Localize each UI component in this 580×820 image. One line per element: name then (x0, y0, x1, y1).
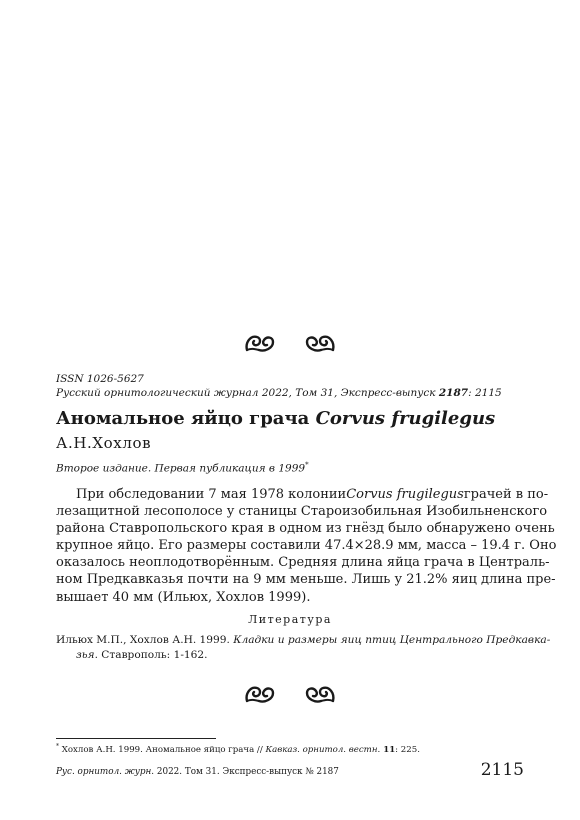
body-line-1-part-3: грачей в по- (463, 487, 549, 502)
author-name: А.Н.Хохлов (56, 434, 152, 452)
body-line-1 (56, 486, 549, 503)
body-line-4: крупное яйцо. Его размеры составили 47.4×28.9 мм, масса – 19.4 г. Оно (56, 538, 557, 554)
edition-note (56, 461, 309, 475)
fleuron-right-icon (303, 683, 337, 705)
fleuron-left-icon (243, 683, 277, 705)
footnote-pages: : 225. (395, 744, 420, 755)
fleuron-left-icon (243, 332, 277, 354)
body-paragraph (56, 486, 557, 606)
top-ornament (0, 332, 580, 360)
body-line-5: оказалось неоплодотворённым. Средняя длина яйца грача в Централь- (56, 555, 550, 571)
footnote-text: Хохлов А.Н. 1999. Аномальное яйцо грача // (59, 744, 266, 755)
edition-note-text: Второе издание. Первая публикация в 1999 (56, 462, 306, 475)
article-title (56, 408, 495, 429)
references-heading: Литература (248, 613, 332, 626)
fleuron-right-icon (303, 332, 337, 354)
edition-footnote-mark: * (305, 461, 309, 469)
body-line-7: вышает 40 мм (Ильюх, Хохлов 1999). (56, 589, 311, 605)
footnote-volume: 11 (380, 744, 396, 755)
journal-citation-line (56, 386, 502, 400)
running-footer-rest: 2022. Том 31. Экспресс-выпуск № 2187 (154, 767, 339, 777)
footnote-journal: Кавказ. орнитол. вестн. (265, 744, 381, 755)
reference-entry (56, 633, 551, 662)
reference-authors: Ильюх М.П., Хохлов А.Н. 1999. (56, 634, 234, 646)
reference-line-1-content (56, 633, 550, 648)
footnote (56, 743, 420, 755)
article-title-text: Аномальное яйцо грача (56, 408, 316, 429)
body-line-1-species: Corvus frugilegus (346, 487, 464, 502)
reference-line-2 (56, 648, 526, 663)
article-title-species: Corvus frugilegus (315, 408, 496, 429)
body-line-1-part-1: При обследовании 7 мая 1978 колонии (76, 487, 347, 502)
issn: ISSN 1026-5627 (56, 373, 144, 385)
journal-citation-suffix: : 2115 (468, 387, 502, 399)
page-number: 2115 (480, 760, 524, 780)
footnote-mark: * (56, 743, 59, 750)
bottom-ornament (0, 683, 580, 711)
reference-rest: . Ставрополь: 1-162. (94, 648, 208, 661)
reference-line-1 (56, 633, 551, 648)
body-line-3: района Ставропольского края в одном из гнёзд было обнаружено очень (56, 521, 555, 537)
reference-title-part-2: зья (76, 648, 95, 661)
body-line-6: ном Предкавказья почти на 9 мм меньше. Лишь у 21.2% яиц длина пре- (56, 572, 556, 588)
reference-title-part-1: Кладки и размеры яиц птиц Центрального Предкавка- (233, 634, 551, 646)
issue-number: 2187 (438, 387, 469, 399)
running-footer-journal: Рус. орнитол. журн. (56, 767, 155, 777)
footnote-divider (56, 738, 216, 739)
running-footer (56, 767, 339, 777)
body-line-2: лезащитной лесополосе у станицы Староизобильная Изобильненского (56, 504, 548, 520)
journal-citation-prefix: Русский орнитологический журнал 2022, Том 31, Экспресс-выпуск (56, 387, 439, 399)
